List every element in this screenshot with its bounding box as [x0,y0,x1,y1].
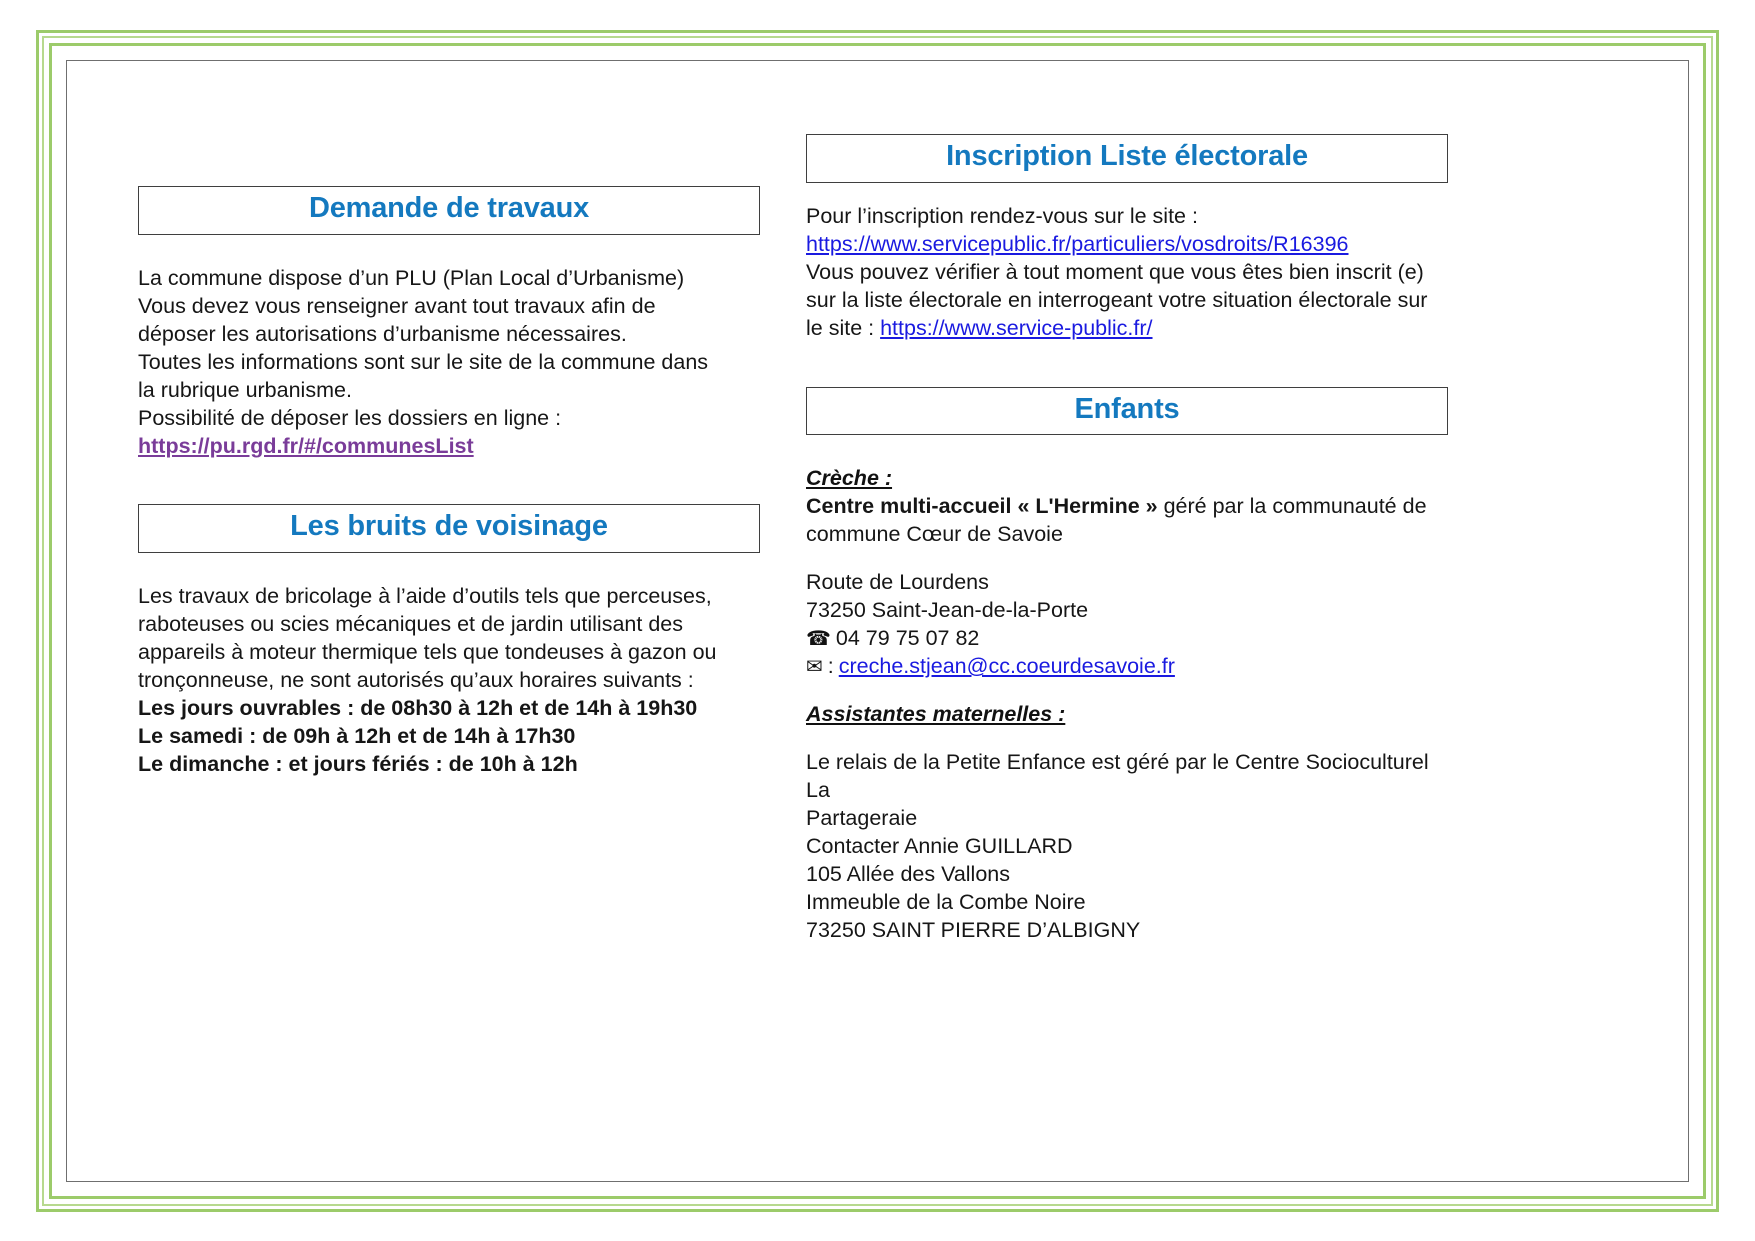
bruits-body [138,583,760,779]
electorale-para-line-2: sur la liste électorale en interrogeant votre situation électorale sur [806,287,1428,312]
electorale-body [806,203,1448,343]
travaux-body [138,265,760,461]
creche-email-separator: : [827,654,834,679]
right-column [806,134,1448,945]
assistantes-line-5: Immeuble de la Combe Noire [806,889,1086,914]
left-column [138,186,760,779]
creche-name-rest: géré par la communauté de [1157,494,1427,519]
section-title-enfants: Enfants [1074,392,1180,425]
section-header-enfants [806,387,1448,436]
link-servicepublic-vosdroits[interactable]: https://www.servicepublic.fr/particuliers/vosdroits/R16396 [806,231,1349,256]
electorale-para-line-3 [806,315,1448,343]
subheading-assistantes-maternelles: Assistantes maternelles : [806,702,1066,727]
assistantes-line-6: 73250 SAINT PIERRE D’ALBIGNY [806,917,1141,942]
link-creche-email[interactable]: creche.stjean@cc.coeurdesavoie.fr [838,654,1175,679]
creche-name-line-2: commune Cœur de Savoie [806,522,1063,547]
assistantes-line-4: 105 Allée des Vallons [806,861,1010,886]
enfants-body [806,465,1448,944]
envelope-at-icon: ✉ [806,656,823,679]
travaux-line-2: Vous devez vous renseigner avant tout travaux afin de [138,293,656,318]
travaux-line-6: Possibilité de déposer les dossiers en ligne : [138,405,562,430]
link-pu-rgd[interactable]: https://pu.rgd.fr/#/communesList [138,433,474,458]
assistantes-line-3: Contacter Annie GUILLARD [806,833,1073,858]
subheading-creche: Crèche : [806,466,893,491]
section-header-bruits-de-voisinage [138,504,760,553]
bruits-line-1: Les travaux de bricolage à l’aide d’outils tels que perceuses, [138,584,712,609]
assistantes-line-1: Le relais de la Petite Enfance est géré par le Centre Socioculturel La [806,749,1429,802]
travaux-line-3: déposer les autorisations d’urbanisme nécessaires. [138,321,627,346]
bruits-line-2: raboteuses ou scies mécaniques et de jardin utilisant des [138,612,683,637]
creche-address-line-2: 73250 Saint-Jean-de-la-Porte [806,598,1089,623]
bruits-schedule-dimanche: Le dimanche : et jours fériés : de 10h à 12h [138,751,578,776]
creche-name-line [806,493,1448,521]
section-title-electorale: Inscription Liste électorale [946,140,1308,172]
creche-phone-line [806,625,1448,653]
electorale-para-line-1: Vous pouvez vérifier à tout moment que vous êtes bien inscrit (e) [806,259,1424,284]
electorale-intro: Pour l’inscription rendez-vous sur le site : [806,203,1198,228]
creche-email-line [806,653,1448,681]
section-header-inscription-liste-electorale [806,134,1448,183]
bruits-line-4: tronçonneuse, ne sont autorisés qu’aux horaires suivants : [138,668,694,693]
phone-in-circle-icon: ☎ [806,628,831,651]
link-service-public-home[interactable]: https://www.service-public.fr/ [880,315,1153,340]
creche-phone-number: 04 79 75 07 82 [835,626,980,651]
bruits-schedule-samedi: Le samedi : de 09h à 12h et de 14h à 17h30 [138,724,576,749]
creche-name-bold: Centre multi-accueil « L'Hermine » [806,494,1158,519]
section-title-travaux: Demande de travaux [308,192,590,224]
creche-address-line-1: Route de Lourdens [806,570,989,595]
electorale-le-site-label: le site : [806,315,881,340]
travaux-line-4: Toutes les informations sont sur le site de la commune dans [138,349,709,374]
assistantes-line-2: Partageraie [806,805,918,830]
section-header-demande-de-travaux [138,186,760,235]
travaux-line-5: la rubrique urbanisme. [138,377,352,402]
section-title-bruits: Les bruits de voisinage [290,510,608,543]
travaux-line-1: La commune dispose d’un PLU (Plan Local d’Urbanisme) [138,265,685,290]
bruits-line-3: appareils à moteur thermique tels que tondeuses à gazon ou [138,640,717,665]
bruits-schedule-ouvrables: Les jours ouvrables : de 08h30 à 12h et de 14h à 19h30 [138,696,698,721]
